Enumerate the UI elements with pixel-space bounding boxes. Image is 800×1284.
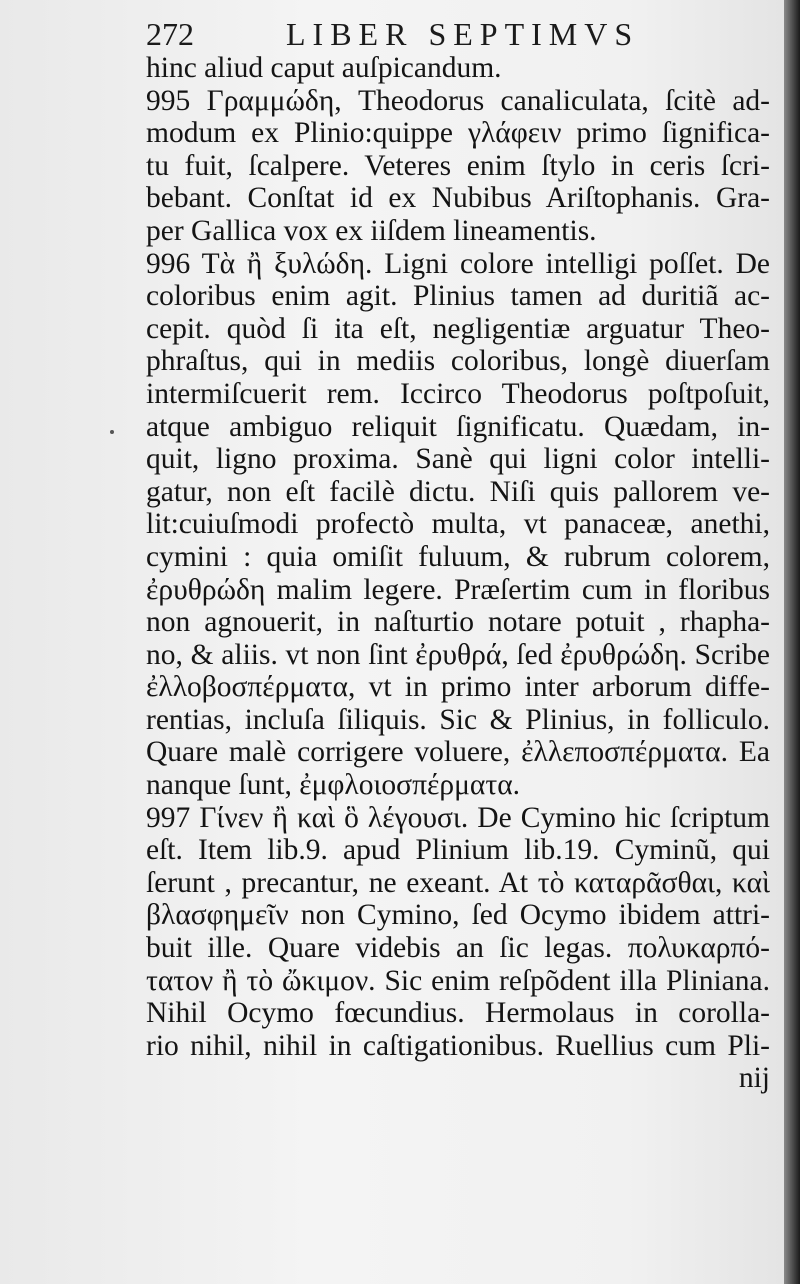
body-text (146, 52, 770, 1095)
text-line: coloribus enim agit. Plinius tamen ad duritiã ac- (146, 280, 770, 313)
text-line: hinc aliud caput auſpicandum. (146, 52, 502, 84)
text-line: lit:cuiuſmodi profectò multa, vt panaceæ, anethi, (146, 508, 770, 541)
text-line: quit, ligno proxima. Sanè qui ligni color intelli- (146, 443, 770, 476)
text-line: intermiſcuerit rem. Iccirco Theodorus poſtpoſuit, (146, 377, 770, 410)
text-line: atque ambiguo reliquit ſignificatu. Quædam, in- (146, 410, 770, 443)
text-line: tu fuit, ſcalpere. Veteres enim ſtylo in ceris ſcri- (146, 149, 770, 182)
running-title: LIBER SEPTIMVS (286, 16, 640, 52)
margin-mark (110, 430, 114, 434)
text-line: ἐρυθρώδη malim legere. Præſertim cum in floribus (146, 573, 770, 606)
text-line: rio nihil, nihil in caſtigationibus. Ruellius cum Pli- (146, 1029, 770, 1062)
text-line: rentias, incluſa ſiliquis. Sic & Plinius, in folliculo. (146, 703, 770, 736)
text-line: phraſtus, qui in mediis coloribus, longè diuerſam (146, 345, 770, 378)
text-line: 995 Γραμμώδη, Theodorus canaliculata, ſcitè ad- (146, 84, 770, 117)
text-line: βλασφημεῖν non Cymino, ſed Ocymo ibidem attri- (146, 899, 770, 932)
text-line: non agnouerit, in naſturtio notare potuit , rhapha- (146, 606, 770, 639)
text-line: bebant. Conſtat id ex Nubibus Ariſtophanis. Gra- (146, 182, 770, 215)
text-line: τατον ἢ τὸ ὤκιμον. Sic enim reſpõdent illa Pliniana. (146, 964, 770, 997)
text-line: ſerunt , precantur, ne exeant. At τὸ καταρᾶσθαι, καὶ (146, 866, 770, 899)
text-line: cymini : quia omiſit fuluum, & rubrum colorem, (146, 540, 770, 573)
text-line: eſt. Item lib.9. apud Plinium lib.19. Cyminũ, qui (146, 834, 770, 867)
page-header (146, 14, 666, 54)
catchword: nij (738, 1062, 770, 1095)
text-line: cepit. quòd ſi ita eſt, negligentiæ arguatur Theo- (146, 312, 770, 345)
text-line: no, & aliis. vt non ſint ἐρυθρά, ſed ἐρυθρώδη. Scribe (146, 638, 770, 671)
text-line: Nihil Ocymo fœcundius. Hermolaus in corolla- (146, 997, 770, 1030)
page-gutter-shadow (784, 0, 800, 1284)
text-line: 996 Τὰ ἢ ξυλώδη. Ligni colore intelligi poſſet. De (146, 247, 770, 280)
text-line: per Gallica vox ex iiſdem lineamentis. (146, 214, 597, 247)
text-line: modum ex Plinio:quippe γλάφειν primo ſignifica- (146, 117, 770, 150)
text-line: gatur, non eſt facilè dictu. Niſi quis pallorem ve- (146, 475, 770, 508)
text-line: buit ille. Quare videbis an ſic legas. πολυκαρπό- (146, 932, 770, 965)
text-line: 997 Γίνεν ἢ καὶ ὃ λέγουσι. De Cymino hic ſcriptum (146, 801, 770, 834)
text-line: Quare malè corrigere voluere, ἐλλεποσπέρματα. Ea (146, 736, 770, 769)
text-line: ἐλλοβοσπέρματα, vt in primo inter arborum diffe- (146, 671, 770, 704)
text-line: nanque ſunt, ἐμφλοιοσπέρματα. (146, 769, 521, 802)
page-number: 272 (146, 16, 194, 52)
